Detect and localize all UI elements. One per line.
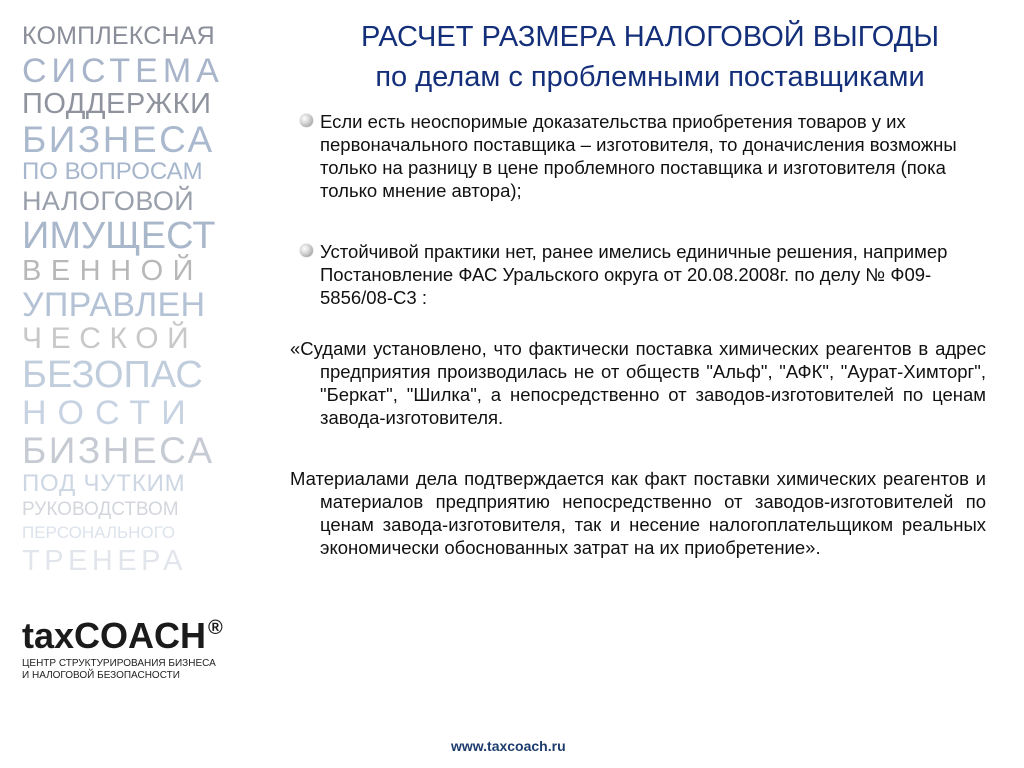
slogan-word: КОМПЛЕКСНАЯ bbox=[22, 22, 215, 50]
logo-name: taxCOACH bbox=[22, 615, 207, 656]
slogan-word: ПОД ЧУТКИМ bbox=[22, 470, 186, 497]
court-quote-paragraph: «Судами установлено, что фактически поставка химических реагентов в адрес предприятия производилась не от обществ "Альф", "АФК", "Аурат-Химторг", "Беркат", "Шилка", а непосредственно от заводов-изготовителей по ценам завода-изготовителя. bbox=[290, 338, 986, 428]
slogan-word: ПЕРСОНАЛЬНОГО bbox=[22, 523, 176, 542]
court-quote-paragraph: Материалами дела подтверждается как факт поставки химических реагентов и материалов предприятию непосредственно от заводов-изготовителей по ценам завода-изготовителя, так и несение налогоплательщиком реальных экономически обоснованных затрат на их приобретение». bbox=[290, 468, 986, 558]
title-line-2: по делам с проблемными поставщиками bbox=[375, 61, 925, 93]
bullet-text: Если есть неоспоримые доказательства приобретения товаров у их первоначального поставщика – изготовителя, то доначисления возможны только на разницу в цене проблемного поставщика и изготовителя (пока только мнение автора); bbox=[320, 111, 957, 201]
website-link[interactable]: www.taxcoach.ru bbox=[451, 738, 566, 754]
slogan-word: ЧЕСКОЙ bbox=[22, 322, 198, 355]
slogan-word: РУКОВОДСТВОМ bbox=[22, 499, 179, 520]
slogan-word: ВЕННОЙ bbox=[22, 255, 203, 287]
slogan-word: БИЗНЕСА bbox=[22, 119, 215, 160]
slogan-word: СИСТЕМА bbox=[22, 52, 224, 90]
slogan-word-stack bbox=[22, 22, 224, 577]
logo-tagline: ЦЕНТР СТРУКТУРИРОВАНИЯ БИЗНЕСА И НАЛОГОВОЙ БЕЗОПАСНОСТИ bbox=[22, 658, 216, 681]
bullet-item bbox=[290, 110, 986, 202]
slogan-word: ИМУЩЕСТ bbox=[22, 215, 216, 257]
slogan-word: НОСТИ bbox=[22, 394, 197, 432]
bullet-item bbox=[290, 240, 986, 309]
slide-title bbox=[290, 20, 1010, 94]
logo-wordmark bbox=[22, 615, 223, 656]
registered-mark: ® bbox=[208, 617, 223, 639]
slogan-word: УПРАВЛЕН bbox=[22, 286, 206, 324]
slogan-word: НАЛОГОВОЙ bbox=[22, 186, 195, 216]
slogan-word: БИЗНЕСА bbox=[22, 430, 215, 471]
bullet-icon bbox=[300, 114, 313, 127]
taxcoach-logo bbox=[22, 615, 223, 682]
slogan-word: ПО ВОПРОСАМ bbox=[22, 158, 203, 185]
slide-body bbox=[290, 110, 986, 559]
slogan-word: ТРЕНЕРА bbox=[22, 545, 187, 577]
sidebar-slogan bbox=[0, 0, 240, 768]
bullet-icon bbox=[300, 244, 313, 257]
title-line-1: РАСЧЕТ РАЗМЕРА НАЛОГОВОЙ ВЫГОДЫ bbox=[360, 21, 940, 53]
slogan-word: ПОДДЕРЖКИ bbox=[22, 88, 212, 120]
slogan-word: БЕЗОПАС bbox=[22, 354, 203, 396]
bullet-text: Устойчивой практики нет, ранее имелись единичные решения, например Постановление ФАС Уральского округа от 20.08.2008г. по делу № Ф09-5856/08-С3 : bbox=[320, 241, 948, 308]
